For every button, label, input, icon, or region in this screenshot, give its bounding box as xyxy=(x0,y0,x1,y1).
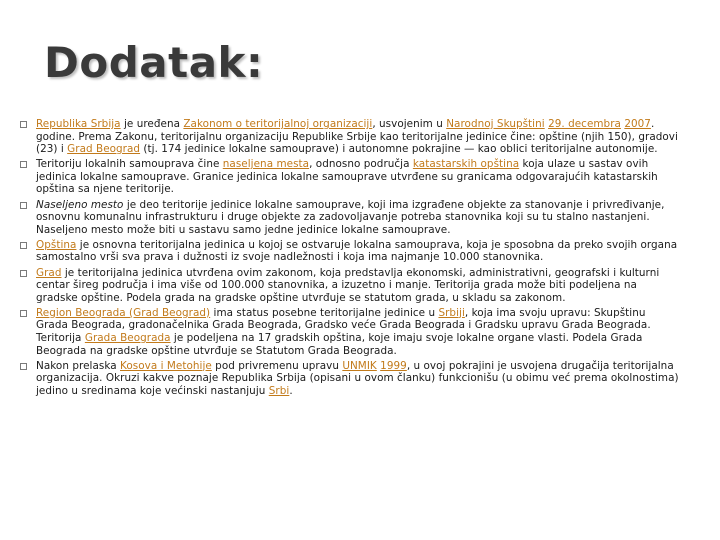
text-link[interactable]: 29. decembra xyxy=(548,118,621,130)
square-bullet-icon xyxy=(20,270,27,277)
text-segment: je deo teritorije jedinice lokalne samouprave, koji ima izgrađene objekte za stanovanje i privređivanje, osnovnu komunalnu infrastrukturu i druge objekte za zadovoljavanje potreba stanovnika koji su tu stalno nastanjeni. Naseljeno mesto može biti u sastavu samo jedne jedinice lokalne samouprave. xyxy=(36,198,665,236)
text-link[interactable]: Kosova i Metohije xyxy=(120,359,212,372)
text-segment: . godine. Prema Zakonu, teritorijalnu organizaciju Republike Srbije kao teritorijalne jedinice čine: opštine (njih 150), gradovi (23) i xyxy=(36,118,678,156)
text-link[interactable]: Srbi xyxy=(268,384,290,397)
text-link[interactable]: Opština xyxy=(36,238,77,251)
square-bullet-icon xyxy=(20,363,27,370)
text-link[interactable]: Srbiji xyxy=(438,306,465,319)
square-bullet-icon xyxy=(20,310,27,317)
list-item xyxy=(20,118,680,156)
text-link[interactable]: UNMIK xyxy=(342,359,377,372)
text-link[interactable]: Grad Beograd xyxy=(67,143,141,156)
text-segment: pod privremenu upravu xyxy=(211,359,343,372)
text-link[interactable]: Grada Beograda xyxy=(84,332,171,344)
list-item xyxy=(20,239,680,264)
list-item xyxy=(20,267,680,305)
text-segment: je osnovna teritorijalna jedinica u kojoj se ostvaruje lokalna samouprava, koja je sposobna da preko svojih organa samostalno vrši sva prava i dužnosti iz svoje nadležnosti i koja ima najmanje 10.000 stanovnika. xyxy=(36,238,678,264)
list-item xyxy=(20,158,680,196)
text-link[interactable]: 1999 xyxy=(380,359,407,372)
text-link[interactable]: Narodnoj Skupštini xyxy=(446,118,545,130)
text-segment: ima status posebne teritorijalne jedinice u xyxy=(210,306,439,319)
text-segment: Nakon prelaska xyxy=(36,359,120,372)
text-segment: je podeljena na 17 gradskih opština, koje imaju svoje lokalne organe vlasti. Podela Grada Beograda na gradske opštine utvrđuje se Statutom Grada Beograda. xyxy=(36,332,643,357)
text-segment: (tj. 174 jedinice lokalne samouprave) i autonomne pokrajine — kao oblici teritorijalne autonomije. xyxy=(140,143,658,156)
list-item xyxy=(20,199,680,237)
text-segment: je uređena xyxy=(120,118,184,130)
text-segment: Naseljeno mesto xyxy=(36,198,124,211)
text-link[interactable]: Grad xyxy=(36,266,62,279)
text-segment: koja ulaze u sastav ovih jedinica lokalne samouprave. Granice jedinica lokalne samouprave utvrđene su granicama odgovarajućih katastarskih opština sa njene teritorije. xyxy=(36,158,658,196)
text-segment: Teritoriju lokalnih samouprava čine xyxy=(36,158,223,171)
list-item xyxy=(20,307,680,357)
text-segment: , usvojenim u xyxy=(372,118,447,130)
list-item xyxy=(20,360,680,398)
text-link[interactable]: naseljena mesta xyxy=(222,158,310,171)
bullet-list xyxy=(20,118,680,400)
square-bullet-icon xyxy=(20,202,27,209)
text-link[interactable]: 2007 xyxy=(624,118,651,130)
text-segment: . xyxy=(289,384,293,397)
text-segment: , u ovoj pokrajini je usvojena drugačija teritorijalna organizacija. Okruzi kakve poznaje Republika Srbija (opisani u ovom članku) funkcionišu (u obimu već prema okolnostima) jedino u sredinama koje većinski nastanjuju xyxy=(36,359,679,397)
text-link[interactable]: Region Beograda (Grad Beograd) xyxy=(36,306,211,319)
text-link[interactable]: Republika Srbija xyxy=(36,118,121,130)
text-link[interactable]: katastarskih opština xyxy=(412,158,520,171)
text-link[interactable]: Zakonom o teritorijalnoj organizaciji xyxy=(183,118,373,130)
text-segment: , koja ima svoju upravu: Skupštinu Grada Beograda, gradonačelnika Grada Beograda, Gradsko veće Grada Beograda i Gradsku upravu Grada Beograda. Teritorija xyxy=(36,306,651,344)
text-segment: je teritorijalna jedinica utvrđena ovim zakonom, koja predstavlja ekonomski, administrativni, geografski i kulturni centar šireg područja i ima više od 100.000 stanovnika, a izuzetno i manje. Teritorija grada može biti podeljena na gradske opštine. Podela grada na gradske opštine utvrđuje se statutom grada, u skladu sa zakonom. xyxy=(36,266,660,304)
slide-title: Dodatak: xyxy=(44,38,264,87)
square-bullet-icon xyxy=(20,161,27,168)
text-segment: , odnosno područja xyxy=(309,158,413,171)
square-bullet-icon xyxy=(20,242,27,249)
square-bullet-icon xyxy=(20,121,27,128)
